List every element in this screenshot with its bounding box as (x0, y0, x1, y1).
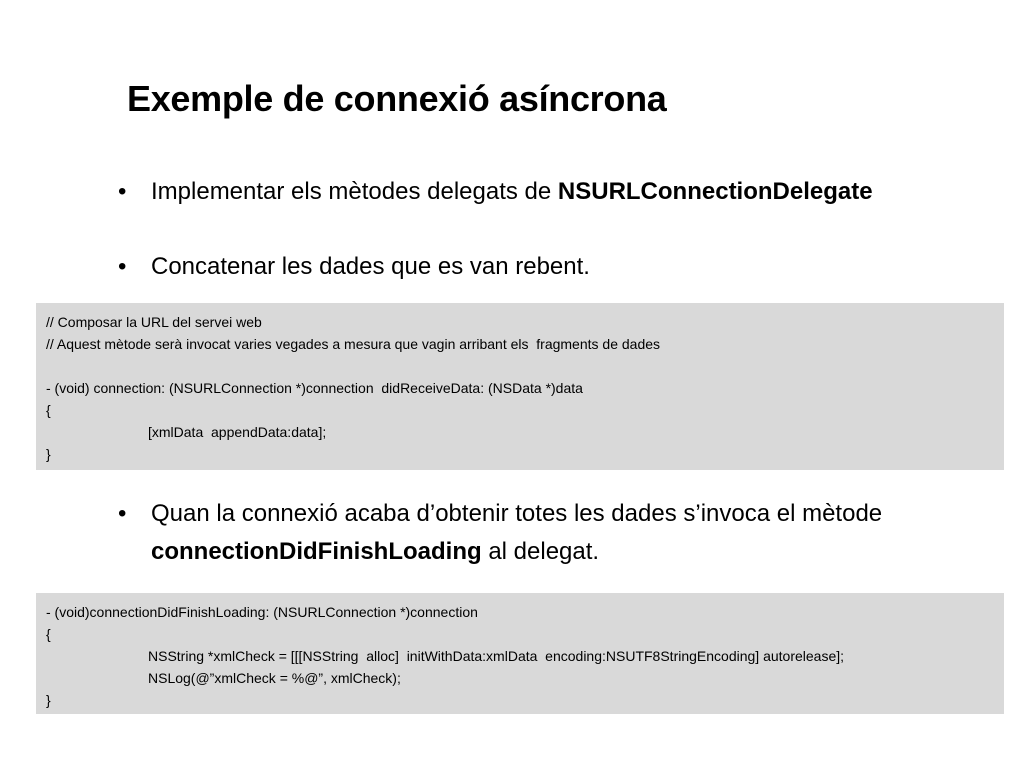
bullet-text-bold: NSURLConnectionDelegate (557, 178, 873, 205)
bullet-text-plain-after: al delegat. (481, 538, 600, 565)
code-line: } (46, 692, 51, 708)
code-line: // Composar la URL del servei web (46, 314, 262, 330)
code-line (46, 355, 994, 377)
bullet-dot: • (118, 178, 127, 205)
bullet-text (151, 173, 1018, 211)
code-line: // Aquest mètode serà invocat varies vegades a mesura que vagin arribant els fragments de dades (46, 336, 661, 352)
bullet-text (151, 495, 978, 571)
bullet-dot: • (118, 500, 127, 527)
bullet-concatenate-data (118, 248, 998, 286)
code-block-did-receive-data (36, 303, 1004, 470)
bullet-text-bold: connectionDidFinishLoading (151, 538, 482, 565)
bullet-text: Concatenar les dades que es van rebent. (151, 253, 590, 280)
code-line: { (46, 402, 51, 418)
code-line: { (46, 626, 51, 642)
code-line: NSString *xmlCheck = [[[NSString alloc] initWithData:xmlData encoding:NSUTF8StringEncoding] autorelease]; (148, 648, 845, 664)
bullet-text-plain: Quan la connexió acaba d’obtenir totes les dades s’invoca el mètode (151, 500, 883, 527)
code-line: - (void)connectionDidFinishLoading: (NSURLConnection *)connection (46, 604, 478, 620)
bullet-dot: • (118, 253, 127, 280)
code-line: [xmlData appendData:data]; (148, 424, 327, 440)
code-line: - (void) connection: (NSURLConnection *)connection didReceiveData: (NSData *)data (46, 380, 583, 396)
bullet-text-plain: Implementar els mètodes delegats de (151, 178, 558, 205)
bullet-finish-loading (118, 495, 978, 571)
code-block-did-finish-loading (36, 593, 1004, 714)
code-line: NSLog(@”xmlCheck = %@”, xmlCheck); (148, 670, 401, 686)
slide-title: Exemple de connexió asíncrona (127, 78, 667, 119)
bullet-implement-delegates (118, 173, 1018, 211)
code-line: } (46, 446, 51, 462)
